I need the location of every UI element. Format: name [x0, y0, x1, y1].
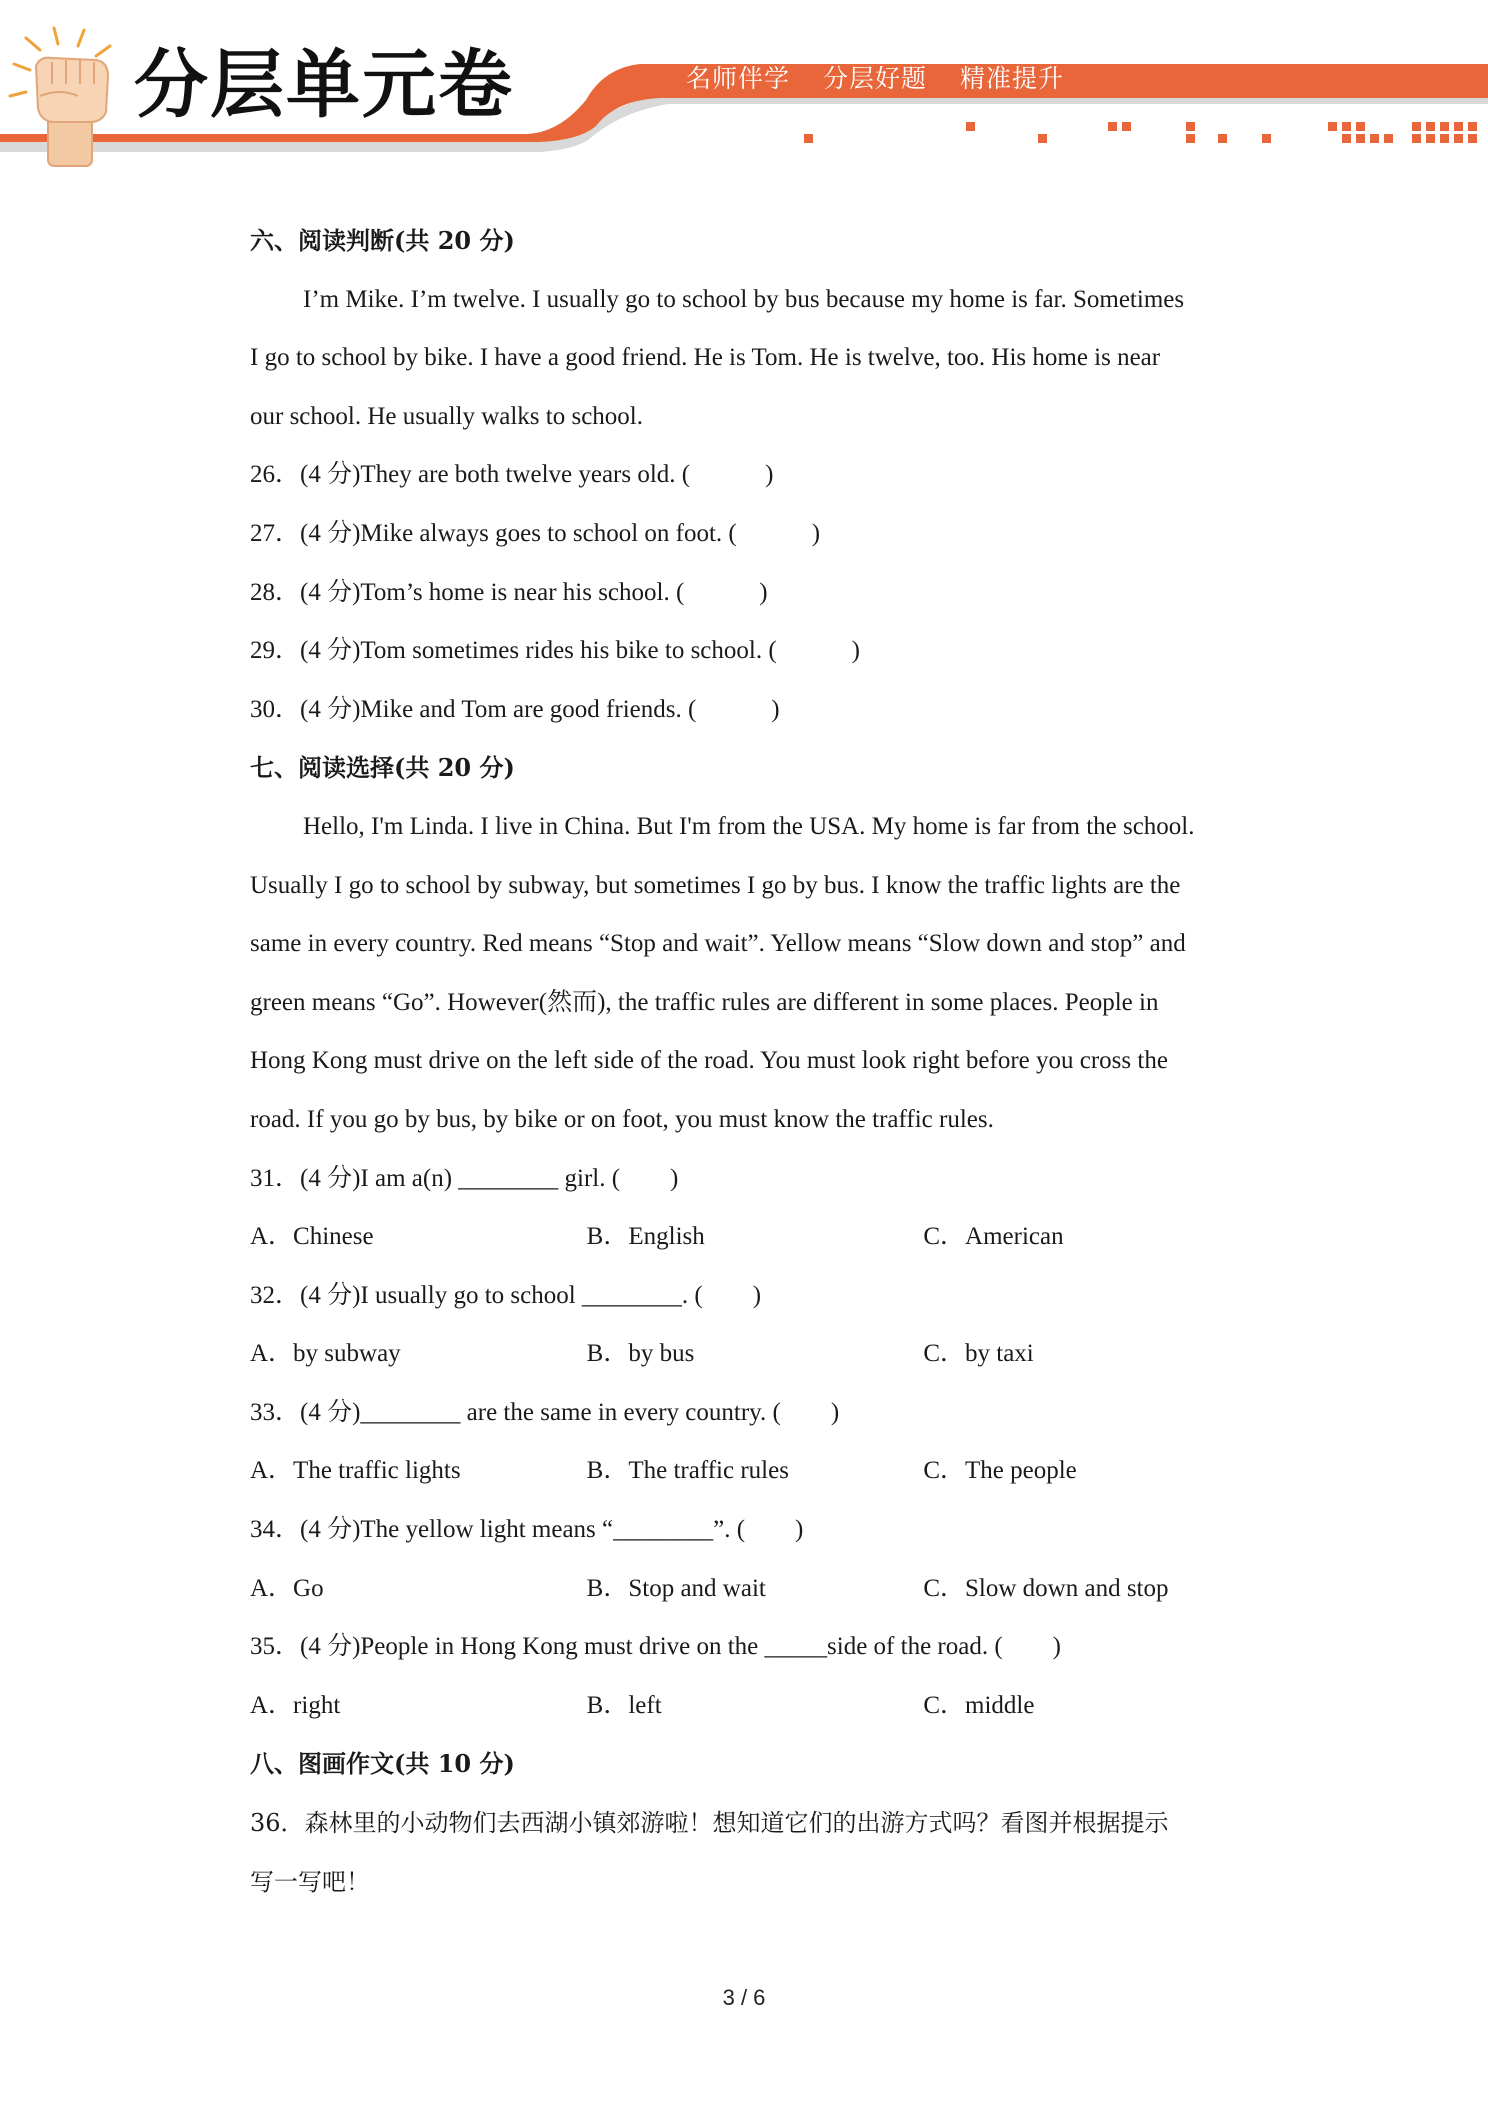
option-c: C．The people: [923, 1457, 1077, 1485]
header-banner: [0, 0, 1488, 175]
options-row: [250, 1325, 1260, 1384]
options-row: [250, 1208, 1260, 1267]
passage-line: road. If you go by bus, by bike or on foot, you must know the traffic rules.: [250, 1105, 994, 1133]
section-heading: 八、图画作文(共 10 分): [250, 1749, 515, 1779]
question-31: 31．(4 分)I am a(n) ________ girl. ( ): [250, 1164, 679, 1192]
option-b: B．left: [586, 1691, 662, 1719]
slogan-1: 名师伴学: [686, 64, 791, 93]
passage-line: Hong Kong must drive on the left side of the road. You must look right before you cross the: [250, 1047, 1168, 1075]
slogan-3: 精准提升: [959, 64, 1064, 93]
option-a: A．by subway: [250, 1340, 401, 1368]
question-34: 34．(4 分)The yellow light means “________”. ( ): [250, 1516, 804, 1544]
section-heading: 六、阅读判断(共 20 分): [250, 226, 515, 255]
option-a: A．Go: [250, 1574, 324, 1602]
option-c: C．middle: [923, 1691, 1035, 1719]
question-36-cont: 写一写吧！: [250, 1867, 370, 1896]
passage-line: I go to school by bike. I have a good friend. He is Tom. He is twelve, too. His home is near: [250, 344, 1161, 372]
passage-line: our school. He usually walks to school.: [250, 402, 644, 430]
option-a: A．right: [250, 1691, 341, 1719]
option-b: B．English: [586, 1223, 705, 1251]
decor-squares: [804, 122, 1477, 143]
section-heading: 七、阅读选择(共 20 分): [250, 753, 515, 783]
question-35: 35．(4 分)People in Hong Kong must drive on the _____side of the road. ( ): [250, 1633, 1061, 1661]
passage-line: green means “Go”. However(然而), the traffic rules are different in some places. People in: [250, 988, 1159, 1016]
brand-title: 分层单元卷: [134, 42, 514, 128]
question-26: 26．(4 分)They are both twelve years old. ( ): [250, 461, 774, 489]
option-b: B．The traffic rules: [586, 1457, 789, 1485]
question-27: 27．(4 分)Mike always goes to school on foot. ( ): [250, 519, 821, 547]
question-29: 29．(4 分)Tom sometimes rides his bike to school. ( ): [250, 637, 860, 665]
option-b: B．by bus: [586, 1340, 695, 1368]
question-28: 28．(4 分)Tom’s home is near his school. ( ): [250, 578, 768, 606]
option-a: A．The traffic lights: [250, 1457, 461, 1485]
passage-line: same in every country. Red means “Stop and wait”. Yellow means “Slow down and stop” and: [250, 930, 1186, 958]
question-36: 36．森林里的小动物们去西湖小镇郊游啦！想知道它们的出游方式吗？看图并根据提示: [250, 1809, 1169, 1838]
passage-line: Usually I go to school by subway, but sometimes I go by bus. I know the traffic lights are the: [250, 871, 1181, 899]
option-a: A．Chinese: [250, 1223, 374, 1251]
passage-line: I’m Mike. I’m twelve. I usually go to school by bus because my home is far. Sometimes: [303, 285, 1185, 313]
option-c: C．American: [923, 1223, 1064, 1251]
question-33: 33．(4 分)________ are the same in every country. ( ): [250, 1398, 840, 1426]
option-c: C．by taxi: [923, 1340, 1034, 1368]
passage-line: Hello, I'm Linda. I live in China. But I'm from the USA. My home is far from the school.: [303, 812, 1195, 840]
options-row: [250, 1560, 1260, 1619]
slogan: [686, 66, 1088, 91]
options-row: [250, 1442, 1260, 1501]
page-content: [250, 212, 1260, 1911]
slogan-2: 分层好题: [822, 64, 927, 93]
option-b: B．Stop and wait: [586, 1574, 766, 1602]
options-row: [250, 1677, 1260, 1736]
question-30: 30．(4 分)Mike and Tom are good friends. ( ): [250, 695, 780, 723]
option-c: C．Slow down and stop: [923, 1574, 1169, 1602]
page-number: 3 / 6: [722, 1985, 766, 2010]
question-32: 32．(4 分)I usually go to school ________. ( ): [250, 1281, 762, 1309]
